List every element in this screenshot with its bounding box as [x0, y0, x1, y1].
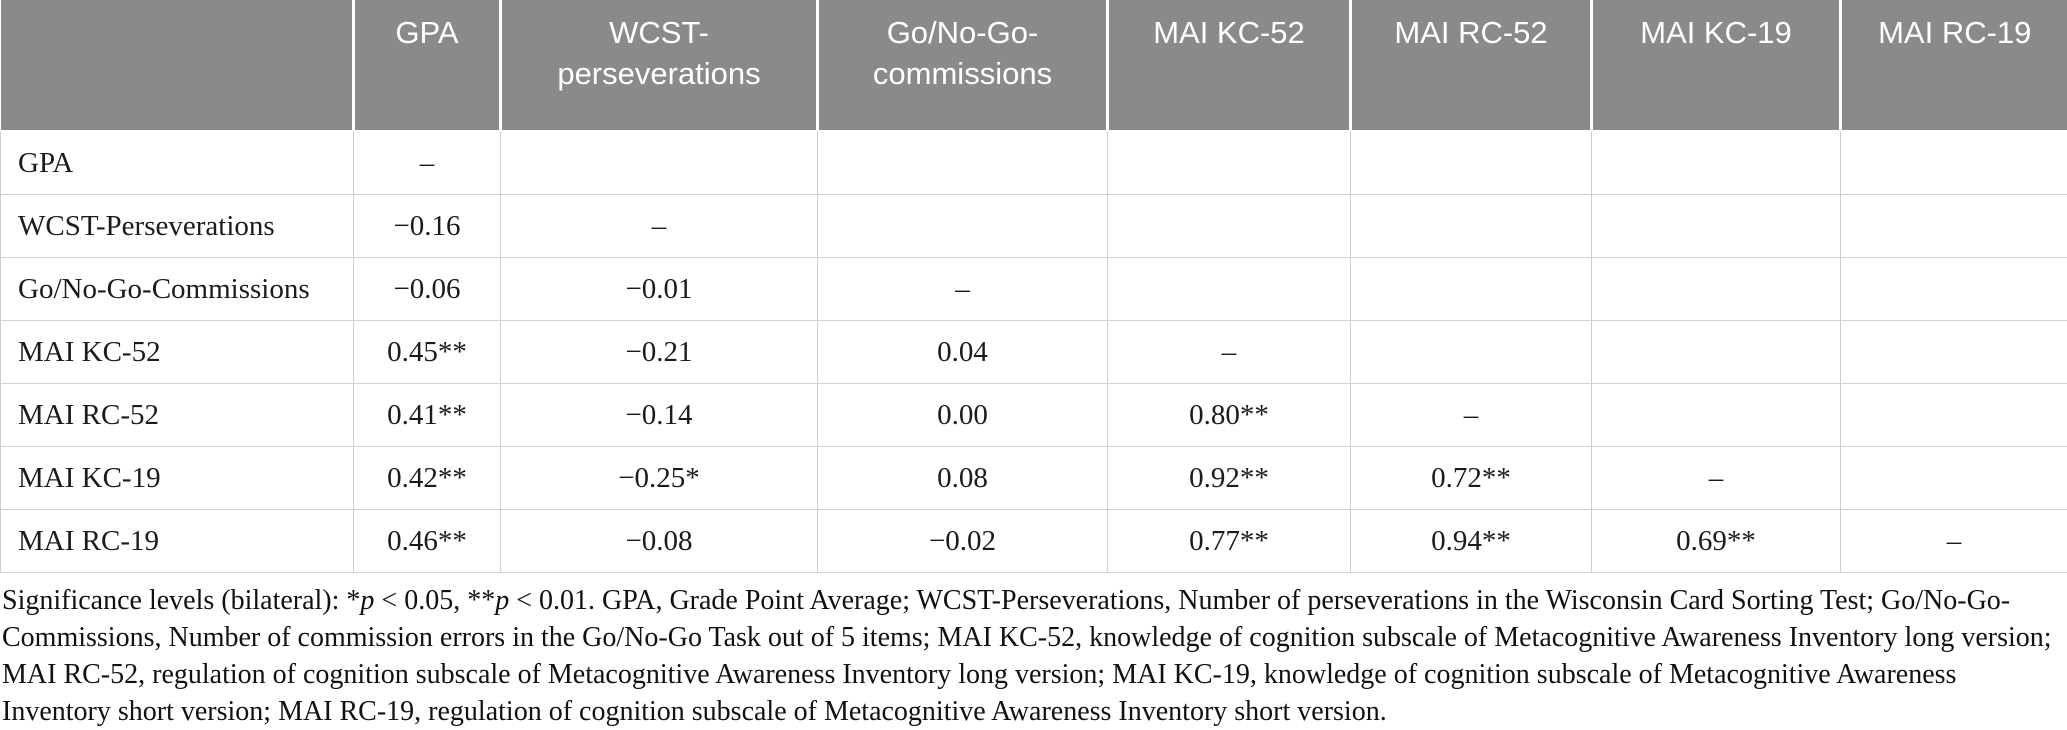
column-header-label: MAI KC-52 — [1153, 15, 1305, 50]
correlation-cell: 0.41** — [354, 384, 501, 447]
column-header-label: GPA — [395, 15, 458, 50]
correlation-cell: −0.02 — [818, 510, 1108, 573]
correlation-cell: – — [501, 195, 818, 258]
correlation-cell — [1592, 258, 1841, 321]
column-header-mai-rc-52 — [1351, 0, 1592, 131]
correlation-cell: 0.77** — [1108, 510, 1351, 573]
column-header-label: perseverations — [557, 56, 760, 91]
column-header-label: MAI RC-52 — [1394, 15, 1547, 50]
column-header-label: commissions — [873, 56, 1052, 91]
table-row-wcst — [1, 195, 2067, 258]
correlation-cell — [1351, 321, 1592, 384]
correlation-cell: – — [1108, 321, 1351, 384]
row-label: MAI KC-19 — [1, 447, 354, 510]
row-label: Go/No-Go-Commissions — [1, 258, 354, 321]
correlation-cell — [1841, 258, 2067, 321]
correlation-cell: 0.72** — [1351, 447, 1592, 510]
footnote-p-symbol: p — [360, 585, 374, 616]
row-label: MAI RC-19 — [1, 510, 354, 573]
correlation-cell: 0.04 — [818, 321, 1108, 384]
column-header-empty — [1, 0, 354, 131]
column-header-label: MAI RC-19 — [1878, 15, 2031, 50]
correlation-cell — [1592, 131, 1841, 195]
correlation-cell — [1108, 258, 1351, 321]
table-row-mai-kc-19 — [1, 447, 2067, 510]
column-header-mai-kc-52 — [1108, 0, 1351, 131]
correlation-cell — [818, 131, 1108, 195]
correlation-cell — [1108, 195, 1351, 258]
column-header-mai-rc-19 — [1841, 0, 2067, 131]
footnote-text: < 0.05, ** — [374, 585, 495, 616]
column-header-gonogo — [818, 0, 1108, 131]
correlation-cell — [1592, 321, 1841, 384]
correlation-cell — [1351, 258, 1592, 321]
correlation-cell: −0.14 — [501, 384, 818, 447]
correlation-cell: −0.16 — [354, 195, 501, 258]
correlation-cell: 0.80** — [1108, 384, 1351, 447]
footnote-text: < 0.01. GPA, Grade Point Average; WCST-Perseverations, Number of perseverations in the Wisconsin Card Sorting Test; Go/No-Go-Commissions, Number of commission errors in the Go/No-Go Task out of 5 items; MAI KC-52, knowledge of cognition subscale of Metacognitive Awareness Inventory long version; MAI RC-52, regulation of cognition subscale of Metacognitive Awareness Inventory long version; MAI KC-19, knowledge of cognition subscale of Metacognitive Awareness Inventory short version; MAI RC-19, regulation of cognition subscale of Metacognitive Awareness Inventory short version. — [2, 585, 2052, 727]
correlation-cell: – — [354, 131, 501, 195]
correlation-cell: 0.08 — [818, 447, 1108, 510]
correlation-cell: 0.45** — [354, 321, 501, 384]
correlation-cell: – — [818, 258, 1108, 321]
correlation-cell — [1841, 384, 2067, 447]
correlation-cell — [1841, 321, 2067, 384]
correlation-cell — [1351, 195, 1592, 258]
column-header-gpa — [354, 0, 501, 131]
correlation-cell: 0.69** — [1592, 510, 1841, 573]
footnote-p-symbol: p — [495, 585, 509, 616]
correlation-cell: – — [1351, 384, 1592, 447]
row-label: MAI KC-52 — [1, 321, 354, 384]
column-header-label: MAI KC-19 — [1640, 15, 1792, 50]
correlation-cell — [1108, 131, 1351, 195]
correlation-cell — [1841, 447, 2067, 510]
row-label: WCST-Perseverations — [1, 195, 354, 258]
table-row-mai-rc-19 — [1, 510, 2067, 573]
correlation-cell: 0.46** — [354, 510, 501, 573]
table-row-gpa — [1, 131, 2067, 195]
correlation-cell: −0.01 — [501, 258, 818, 321]
table-footnote — [0, 582, 2067, 730]
correlation-cell: – — [1592, 447, 1841, 510]
correlation-cell: −0.06 — [354, 258, 501, 321]
correlation-cell: 0.00 — [818, 384, 1108, 447]
column-header-label: Go/No-Go- — [887, 15, 1039, 50]
header-row — [1, 0, 2067, 131]
correlation-cell — [501, 131, 818, 195]
row-label: GPA — [1, 131, 354, 195]
correlation-cell: 0.42** — [354, 447, 501, 510]
correlation-cell: – — [1841, 510, 2067, 573]
row-label: MAI RC-52 — [1, 384, 354, 447]
correlation-cell: 0.92** — [1108, 447, 1351, 510]
correlation-cell — [1351, 131, 1592, 195]
table-row-mai-rc-52 — [1, 384, 2067, 447]
correlation-cell: −0.08 — [501, 510, 818, 573]
correlation-cell — [1841, 131, 2067, 195]
correlation-cell — [818, 195, 1108, 258]
correlation-cell — [1841, 195, 2067, 258]
table-row-gonogo — [1, 258, 2067, 321]
correlation-cell: −0.25* — [501, 447, 818, 510]
correlation-cell — [1592, 195, 1841, 258]
correlation-cell: −0.21 — [501, 321, 818, 384]
column-header-mai-kc-19 — [1592, 0, 1841, 131]
correlation-cell: 0.94** — [1351, 510, 1592, 573]
table-row-mai-kc-52 — [1, 321, 2067, 384]
column-header-wcst — [501, 0, 818, 131]
footnote-text: Significance levels (bilateral): * — [2, 585, 360, 616]
correlation-cell — [1592, 384, 1841, 447]
column-header-label: WCST- — [609, 15, 709, 50]
